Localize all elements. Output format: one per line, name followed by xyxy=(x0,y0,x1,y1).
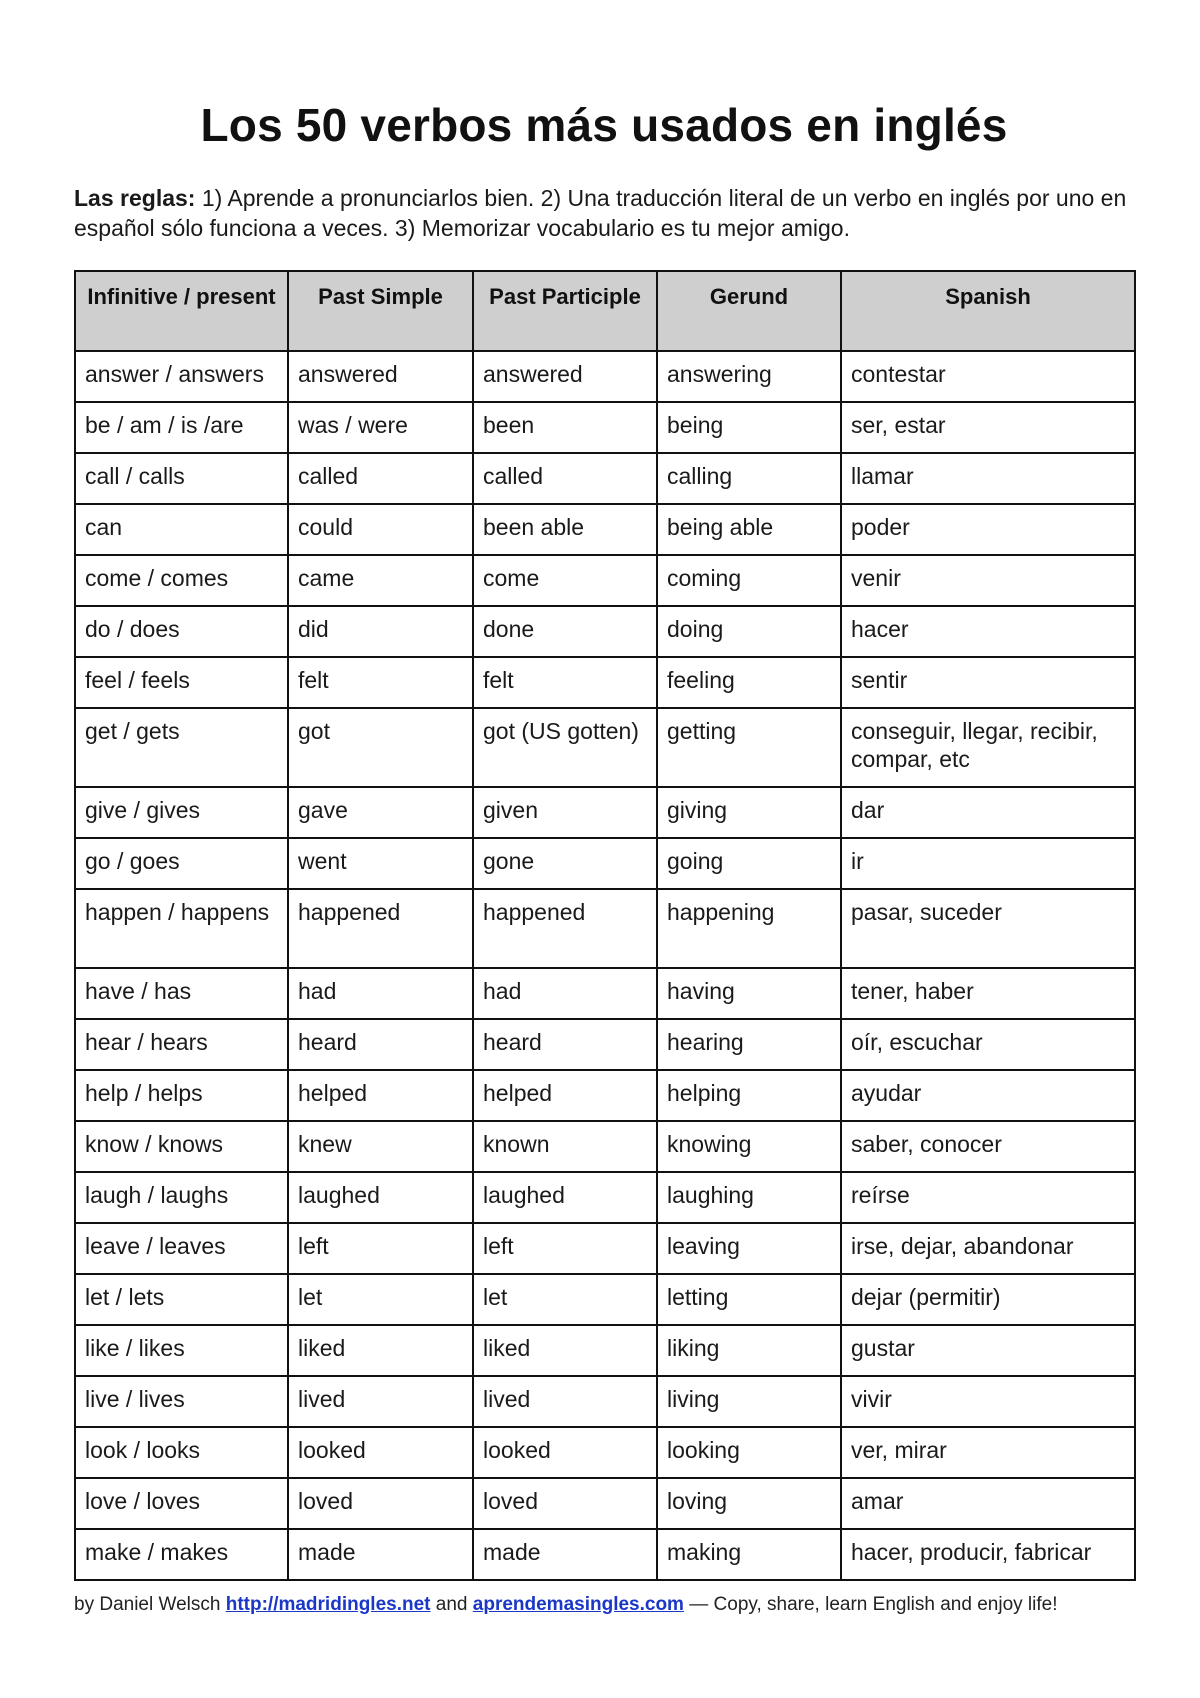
cell-gerund: getting xyxy=(657,708,841,787)
cell-past-simple: answered xyxy=(288,351,473,402)
rules-paragraph xyxy=(74,183,1134,243)
cell-spanish: irse, dejar, abandonar xyxy=(841,1223,1135,1274)
table-row xyxy=(75,1325,1135,1376)
cell-past-participle: helped xyxy=(473,1070,657,1121)
cell-past-simple: felt xyxy=(288,657,473,708)
cell-past-simple: came xyxy=(288,555,473,606)
table-body xyxy=(75,351,1135,1580)
cell-past-participle: got (US gotten) xyxy=(473,708,657,787)
cell-spanish: ayudar xyxy=(841,1070,1135,1121)
cell-infinitive: answer / answers xyxy=(75,351,288,402)
table-row xyxy=(75,968,1135,1019)
footer-suffix: — Copy, share, learn English and enjoy life! xyxy=(683,1594,1058,1615)
cell-spanish: venir xyxy=(841,555,1135,606)
table-row xyxy=(75,1427,1135,1478)
cell-infinitive: live / lives xyxy=(75,1376,288,1427)
cell-past-participle: liked xyxy=(473,1325,657,1376)
cell-past-simple: looked xyxy=(288,1427,473,1478)
cell-spanish: poder xyxy=(841,504,1135,555)
cell-spanish: ser, estar xyxy=(841,402,1135,453)
cell-past-simple: called xyxy=(288,453,473,504)
cell-spanish: sentir xyxy=(841,657,1135,708)
cell-spanish: oír, escuchar xyxy=(841,1019,1135,1070)
cell-past-participle: known xyxy=(473,1121,657,1172)
cell-past-simple: helped xyxy=(288,1070,473,1121)
table-row xyxy=(75,351,1135,402)
cell-infinitive: do / does xyxy=(75,606,288,657)
cell-infinitive: can xyxy=(75,504,288,555)
cell-past-simple: loved xyxy=(288,1478,473,1529)
cell-infinitive: call / calls xyxy=(75,453,288,504)
table-row xyxy=(75,1223,1135,1274)
table-row xyxy=(75,838,1135,889)
cell-past-simple: was / were xyxy=(288,402,473,453)
header-gerund: Gerund xyxy=(657,271,841,351)
cell-gerund: knowing xyxy=(657,1121,841,1172)
table-row xyxy=(75,1529,1135,1580)
cell-past-simple: happened xyxy=(288,889,473,968)
footer-link-aprendemasingles[interactable]: aprendemasingles.com xyxy=(472,1594,684,1615)
cell-gerund: having xyxy=(657,968,841,1019)
table-row xyxy=(75,453,1135,504)
header-past-participle: Past Participle xyxy=(473,271,657,351)
table-row xyxy=(75,606,1135,657)
cell-gerund: being xyxy=(657,402,841,453)
table-row xyxy=(75,708,1135,787)
footer-middle: and xyxy=(430,1594,473,1615)
cell-past-simple: liked xyxy=(288,1325,473,1376)
table-row xyxy=(75,1121,1135,1172)
cell-infinitive: know / knows xyxy=(75,1121,288,1172)
rules-label: Las reglas: xyxy=(74,185,196,211)
cell-past-simple: gave xyxy=(288,787,473,838)
cell-infinitive: let / lets xyxy=(75,1274,288,1325)
cell-infinitive: leave / leaves xyxy=(75,1223,288,1274)
cell-gerund: hearing xyxy=(657,1019,841,1070)
cell-gerund: feeling xyxy=(657,657,841,708)
cell-gerund: making xyxy=(657,1529,841,1580)
cell-past-participle: left xyxy=(473,1223,657,1274)
cell-past-participle: gone xyxy=(473,838,657,889)
cell-infinitive: give / gives xyxy=(75,787,288,838)
cell-spanish: conseguir, llegar, recibir, compar, etc xyxy=(841,708,1135,787)
page-title: Los 50 verbos más usados en inglés xyxy=(200,99,1008,151)
cell-infinitive: like / likes xyxy=(75,1325,288,1376)
cell-infinitive: hear / hears xyxy=(75,1019,288,1070)
cell-past-simple: did xyxy=(288,606,473,657)
cell-spanish: llamar xyxy=(841,453,1135,504)
cell-spanish: dar xyxy=(841,787,1135,838)
header-infinitive: Infinitive / present xyxy=(75,271,288,351)
cell-infinitive: come / comes xyxy=(75,555,288,606)
cell-spanish: hacer xyxy=(841,606,1135,657)
cell-past-participle: heard xyxy=(473,1019,657,1070)
cell-past-simple: left xyxy=(288,1223,473,1274)
table-row xyxy=(75,504,1135,555)
cell-gerund: being able xyxy=(657,504,841,555)
cell-infinitive: laugh / laughs xyxy=(75,1172,288,1223)
cell-past-participle: been xyxy=(473,402,657,453)
cell-spanish: pasar, suceder xyxy=(841,889,1135,968)
cell-gerund: coming xyxy=(657,555,841,606)
cell-spanish: gustar xyxy=(841,1325,1135,1376)
cell-infinitive: help / helps xyxy=(75,1070,288,1121)
cell-spanish: tener, haber xyxy=(841,968,1135,1019)
cell-infinitive: make / makes xyxy=(75,1529,288,1580)
cell-spanish: saber, conocer xyxy=(841,1121,1135,1172)
table-row xyxy=(75,1070,1135,1121)
cell-gerund: doing xyxy=(657,606,841,657)
table-row xyxy=(75,657,1135,708)
table-row xyxy=(75,1019,1135,1070)
cell-past-participle: happened xyxy=(473,889,657,968)
cell-infinitive: look / looks xyxy=(75,1427,288,1478)
table-row xyxy=(75,1172,1135,1223)
cell-infinitive: feel / feels xyxy=(75,657,288,708)
cell-past-participle: done xyxy=(473,606,657,657)
cell-spanish: ver, mirar xyxy=(841,1427,1135,1478)
cell-infinitive: go / goes xyxy=(75,838,288,889)
cell-infinitive: be / am / is /are xyxy=(75,402,288,453)
cell-infinitive: happen / happens xyxy=(75,889,288,968)
header-spanish: Spanish xyxy=(841,271,1135,351)
cell-past-simple: got xyxy=(288,708,473,787)
cell-past-simple: made xyxy=(288,1529,473,1580)
table-row xyxy=(75,1478,1135,1529)
table-row xyxy=(75,1376,1135,1427)
cell-past-simple: had xyxy=(288,968,473,1019)
cell-past-participle: given xyxy=(473,787,657,838)
cell-past-simple: laughed xyxy=(288,1172,473,1223)
table-header-row xyxy=(75,271,1135,351)
header-past-simple: Past Simple xyxy=(288,271,473,351)
table-row xyxy=(75,402,1135,453)
cell-past-participle: looked xyxy=(473,1427,657,1478)
table-row xyxy=(75,1274,1135,1325)
cell-past-participle: made xyxy=(473,1529,657,1580)
footer-link-madridingles[interactable]: http://madridingles.net xyxy=(225,1594,431,1615)
cell-past-participle: let xyxy=(473,1274,657,1325)
cell-gerund: calling xyxy=(657,453,841,504)
cell-past-simple: lived xyxy=(288,1376,473,1427)
cell-gerund: giving xyxy=(657,787,841,838)
cell-infinitive: get / gets xyxy=(75,708,288,787)
footer-prefix: by Daniel Welsch xyxy=(74,1594,226,1615)
cell-gerund: living xyxy=(657,1376,841,1427)
cell-gerund: letting xyxy=(657,1274,841,1325)
cell-infinitive: love / loves xyxy=(75,1478,288,1529)
rules-text: 1) Aprende a pronunciarlos bien. 2) Una traducción literal de un verbo en inglés por uno en español sólo funciona a veces. 3) Memorizar vocabulario es tu mejor amigo. xyxy=(74,185,1127,241)
table-row xyxy=(75,787,1135,838)
cell-spanish: ir xyxy=(841,838,1135,889)
cell-gerund: going xyxy=(657,838,841,889)
cell-past-participle: had xyxy=(473,968,657,1019)
table-row xyxy=(75,555,1135,606)
cell-gerund: answering xyxy=(657,351,841,402)
cell-gerund: leaving xyxy=(657,1223,841,1274)
cell-spanish: dejar (permitir) xyxy=(841,1274,1135,1325)
cell-spanish: amar xyxy=(841,1478,1135,1529)
table-row xyxy=(75,889,1135,968)
cell-past-simple: knew xyxy=(288,1121,473,1172)
cell-gerund: loving xyxy=(657,1478,841,1529)
cell-spanish: hacer, producir, fabricar xyxy=(841,1529,1135,1580)
cell-gerund: looking xyxy=(657,1427,841,1478)
cell-past-participle: laughed xyxy=(473,1172,657,1223)
cell-past-simple: went xyxy=(288,838,473,889)
cell-past-simple: let xyxy=(288,1274,473,1325)
cell-past-participle: answered xyxy=(473,351,657,402)
cell-infinitive: have / has xyxy=(75,968,288,1019)
footer xyxy=(74,1594,1134,1616)
cell-past-participle: come xyxy=(473,555,657,606)
cell-past-participle: lived xyxy=(473,1376,657,1427)
cell-spanish: reírse xyxy=(841,1172,1135,1223)
cell-gerund: laughing xyxy=(657,1172,841,1223)
cell-spanish: vivir xyxy=(841,1376,1135,1427)
cell-past-participle: loved xyxy=(473,1478,657,1529)
cell-spanish: contestar xyxy=(841,351,1135,402)
cell-gerund: helping xyxy=(657,1070,841,1121)
cell-past-participle: called xyxy=(473,453,657,504)
cell-gerund: liking xyxy=(657,1325,841,1376)
cell-gerund: happening xyxy=(657,889,841,968)
cell-past-participle: been able xyxy=(473,504,657,555)
cell-past-simple: heard xyxy=(288,1019,473,1070)
verbs-table xyxy=(74,270,1136,1581)
cell-past-participle: felt xyxy=(473,657,657,708)
cell-past-simple: could xyxy=(288,504,473,555)
